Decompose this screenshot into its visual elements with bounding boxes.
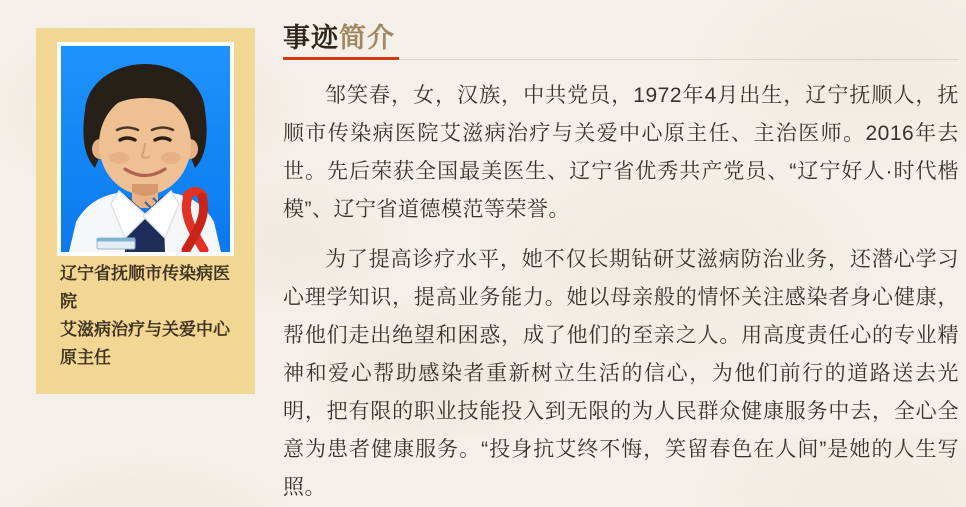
title-divider-line	[283, 59, 959, 60]
section-header	[283, 22, 959, 60]
profile-card	[36, 28, 255, 394]
article-section	[283, 0, 959, 507]
section-title-secondary: 简介	[339, 23, 395, 53]
section-title-primary: 事迹	[283, 23, 339, 53]
biography-paragraph-2: 为了提高诊疗水平，她不仅长期钻研艾滋病防治业务，还潜心学习心理学知识，提高业务能力。她以母亲般的情怀关注感染者身心健康，帮他们走出绝望和困惑，成了他们的至亲之人。用高度责任心的专业精神和爱心帮助感染者重新树立生活的信心，为他们前行的道路送去光明，把有限的职业技能投入到无限的为人民群众健康服务中去，全心全意为患者健康服务。“投身抗艾终不悔，笑留春色在人间”是她的人生写照。	[283, 248, 959, 499]
profile-caption-line-role: 艾滋病治疗与关爱中心原主任	[60, 320, 230, 367]
biography-text	[283, 77, 959, 507]
profile-caption	[60, 260, 244, 372]
title-accent-bar	[283, 57, 399, 60]
biography-paragraph-1: 邹笑春，女，汉族，中共党员，1972年4月出生，辽宁抚顺人，抚顺市传染病医院艾滋病治疗与关爱中心原主任、主治医师。2016年去世。先后荣获全国最美医生、辽宁省优秀共产党员、“辽宁好人·时代楷模”、辽宁省道德模范等荣誉。	[283, 84, 959, 221]
section-title	[283, 22, 959, 54]
portrait-illustration	[61, 46, 230, 252]
profile-caption-line-hospital: 辽宁省抚顺市传染病医院	[60, 264, 230, 311]
profile-photo	[57, 42, 234, 256]
